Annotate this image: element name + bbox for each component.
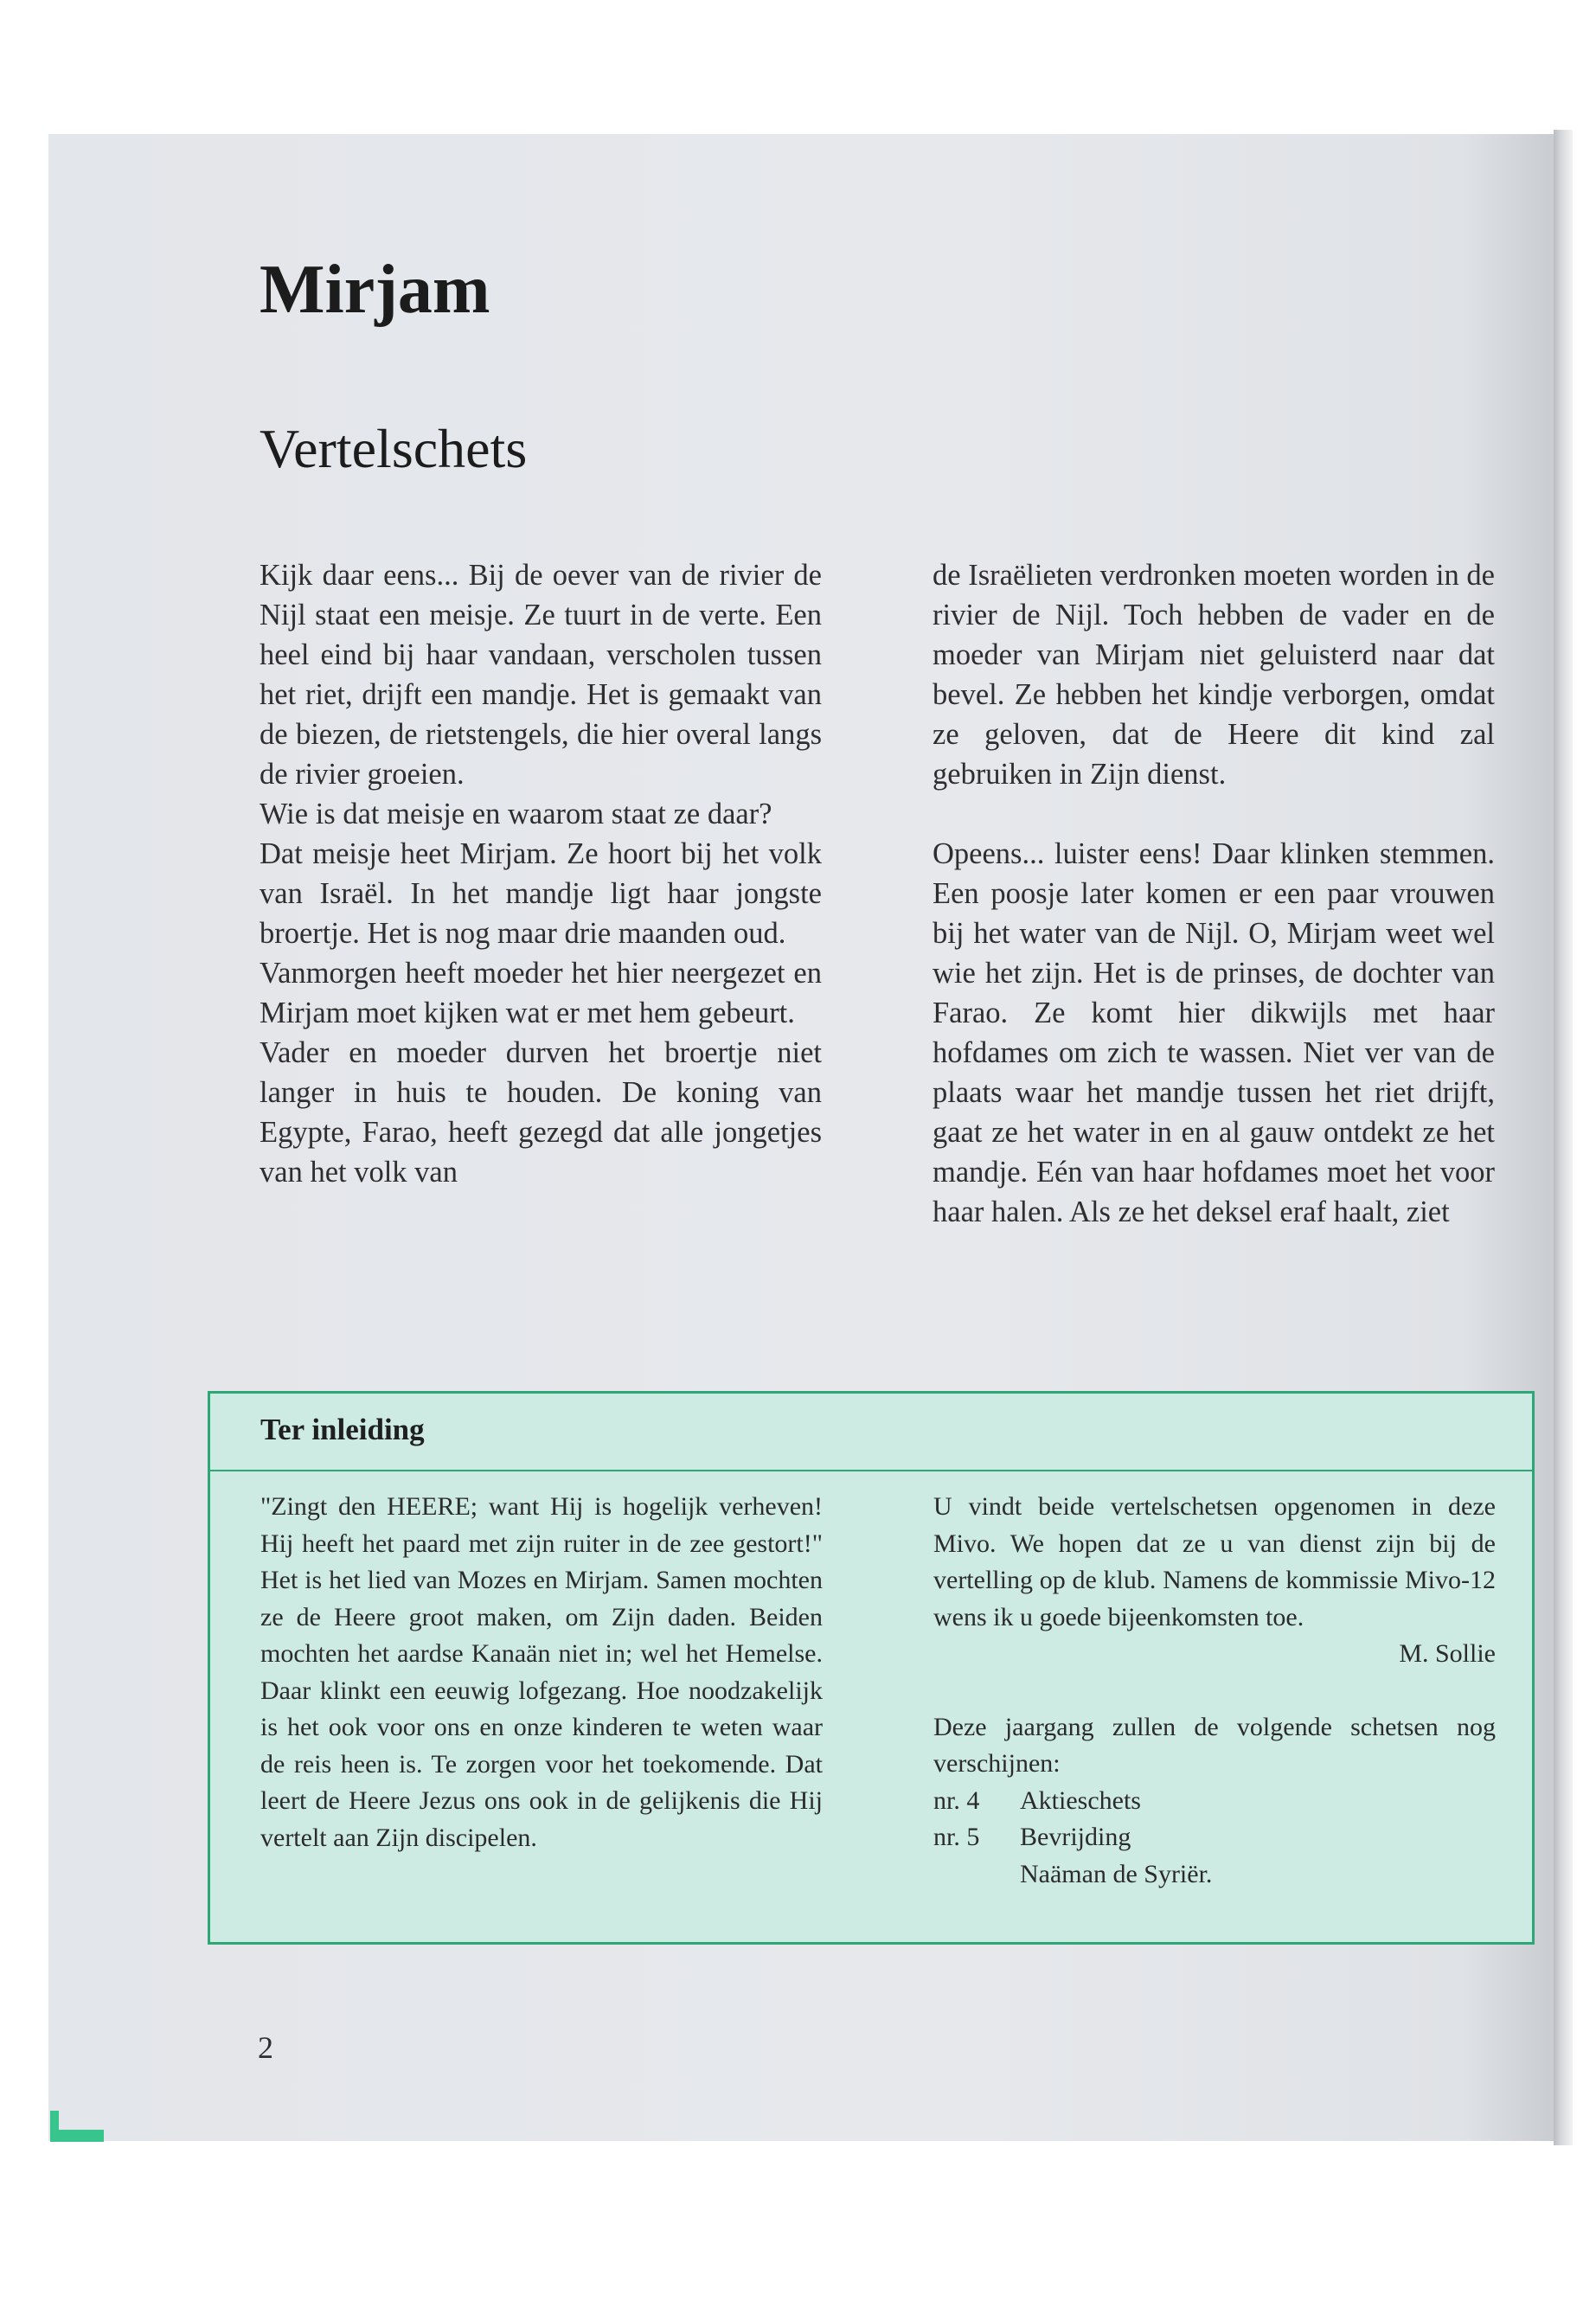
story-column-left — [260, 555, 822, 1192]
corner-crop-mark — [50, 2130, 104, 2142]
story-paragraph: Opeens... luister eens! Daar klinken stemmen. Een poosje later komen er een paar vrouwen bij het water van de Nijl. O, Mirjam weet wel wie het zijn. Het is de prinses, de dochter van Farao. Ze komt hier dikwijls met haar hofdames om zich te wassen. Niet ver van de plaats waar het mandje tussen het riet drijft, gaat ze het water in en al gauw ontdekt ze het mandje. Eén van haar hofdames moet het voor haar halen. Als ze het deksel eraf haalt, ziet — [933, 837, 1495, 1228]
story-paragraph: Wie is dat meisje en waarom staat ze daar? — [260, 798, 772, 830]
schedule-item: Aktieschets — [1020, 1785, 1141, 1815]
story-paragraph: Kijk daar eens... Bij de oever van de rivier de Nijl staat een meisje. Ze tuurt in de verte. Een heel eind bij haar vandaan, verscholen tussen het riet, drijft een mandje. Het is gemaakt van de biezen, de rietstengels, die hier overal langs de rivier groeien. — [260, 559, 822, 791]
story-paragraph: Dat meisje heet Mirjam. Ze hoort bij het volk van Israël. In het mandje ligt haar jongste broertje. Het is nog maar drie maanden oud. — [260, 837, 822, 950]
story-paragraph: Vader en moeder durven het broertje niet langer in huis te houden. De koning van Egypte, Farao, heeft gezegd dat alle jongetjes van het volk van — [260, 1036, 822, 1189]
schedule-item: Bevrijding — [1020, 1823, 1131, 1851]
page-edge-shadow — [1554, 130, 1573, 2145]
signature: M. Sollie — [1399, 1639, 1496, 1668]
intro-box-left-column — [260, 1489, 823, 1856]
schedule-item: Naäman de Syriër. — [1020, 1859, 1213, 1888]
schedule-number: nr. 5 — [933, 1823, 980, 1851]
schedule-row — [933, 1819, 1496, 1856]
article-subtitle: Vertelschets — [260, 418, 528, 479]
page-number: 2 — [258, 2030, 273, 2065]
story-column-right — [933, 555, 1495, 1232]
schedule-intro: Deze jaargang zullen de volgende schetsen nog verschijnen: — [933, 1712, 1496, 1778]
intro-box — [208, 1391, 1535, 1945]
schedule-number — [933, 1856, 1020, 1894]
intro-box-right-column — [933, 1489, 1496, 1893]
intro-box-heading: Ter inleiding — [260, 1413, 425, 1446]
schedule-row — [933, 1856, 1496, 1894]
intro-text: "Zingt den HEERE; want Hij is hogelijk verheven! Hij heeft het paard met zijn ruiter in de zee gestort!" Het is het lied van Mozes en Mirjam. Samen mochten ze de Heere groot maken, om Zijn daden. Beiden mochten het aardse Kanaän niet in; wel het Hemelse. Daar klinkt een eeuwig lofgezang. Hoe noodzakelijk is het ook voor ons en onze kinderen te weten waar de reis heen is. Te zorgen voor het toekomende. Dat leert de Heere Jezus ons ook in de gelijkenis die Hij vertelt aan Zijn discipelen. — [260, 1492, 823, 1852]
story-paragraph: Vanmorgen heeft moeder het hier neergezet en Mirjam moet kijken wat er met hem gebeurt. — [260, 957, 822, 1029]
intro-note: U vindt beide vertelschetsen opgenomen in deze Mivo. We hopen dat ze u van dienst zijn bij de vertelling op de klub. Namens de kommissie Mivo-12 wens ik u goede bijeenkomsten toe. — [933, 1492, 1496, 1631]
schedule-number: nr. 4 — [933, 1785, 980, 1815]
paragraph-spacer — [933, 1673, 1496, 1709]
paragraph-spacer — [933, 794, 1495, 834]
story-paragraph: de Israëlieten verdronken moeten worden in de rivier de Nijl. Toch hebben de vader en de moeder van Mirjam niet geluisterd naar dat bevel. Ze hebben het kindje verborgen, omdat ze geloven, dat de Heere dit kind zal gebruiken in Zijn dienst. — [933, 559, 1495, 791]
article-title: Mirjam — [260, 252, 490, 328]
intro-box-divider — [210, 1470, 1532, 1471]
schedule-row — [933, 1783, 1496, 1820]
